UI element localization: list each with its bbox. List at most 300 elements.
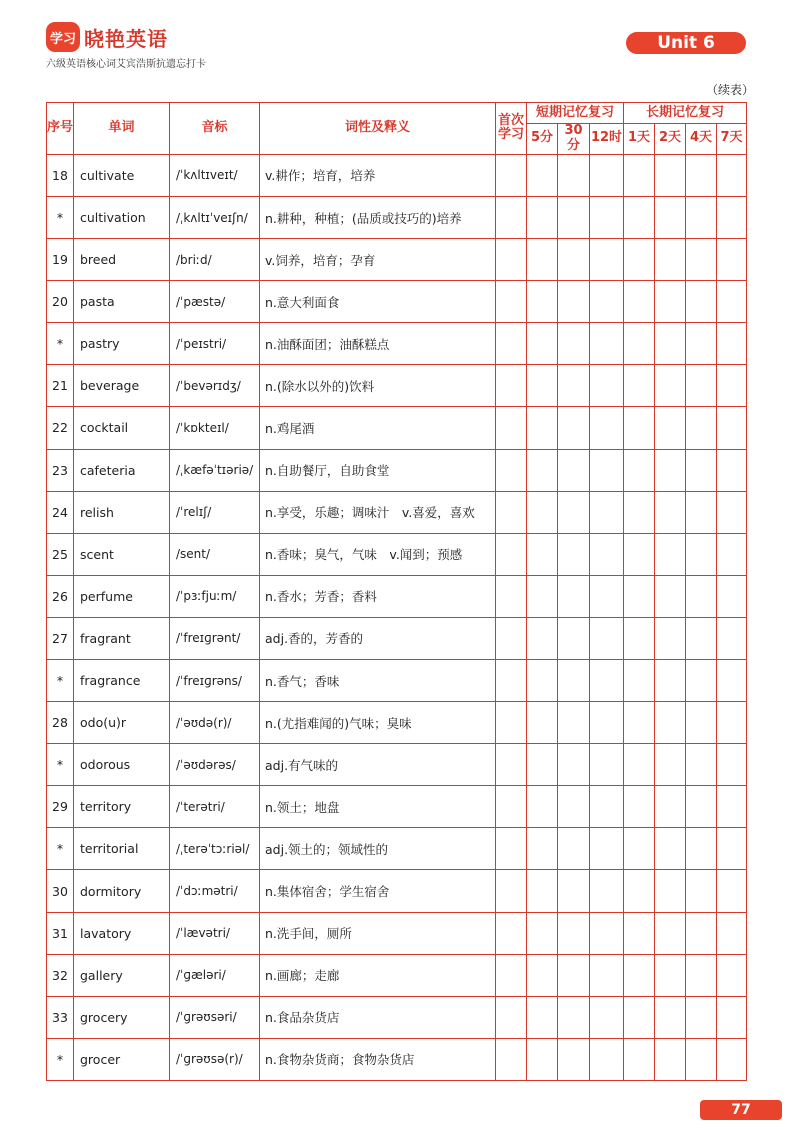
definition-cell: n.集体宿舍；学生宿舍 (260, 870, 496, 912)
word-cell: perfume (74, 575, 170, 617)
first-study-checkbox-cell[interactable] (496, 702, 527, 744)
review-checkbox-cell[interactable] (558, 702, 590, 744)
col-short-review-header: 短期记忆复习 (527, 103, 624, 124)
review-checkbox-cell[interactable] (624, 617, 655, 659)
review-checkbox-cell[interactable] (717, 281, 747, 323)
table-row (47, 617, 747, 659)
review-checkbox-cell[interactable] (527, 407, 558, 449)
first-study-checkbox-cell[interactable] (496, 744, 527, 786)
table-row (47, 786, 747, 828)
review-checkbox-cell[interactable] (655, 196, 686, 238)
review-checkbox-cell[interactable] (527, 786, 558, 828)
review-checkbox-cell[interactable] (686, 196, 717, 238)
review-checkbox-cell[interactable] (717, 196, 747, 238)
table-row (47, 870, 747, 912)
review-checkbox-cell[interactable] (558, 365, 590, 407)
review-checkbox-cell[interactable] (655, 281, 686, 323)
definition-cell: n.油酥面团；油酥糕点 (260, 323, 496, 365)
review-checkbox-cell[interactable] (558, 786, 590, 828)
table-row (47, 491, 747, 533)
brand-name: 晓艳英语 (84, 27, 168, 51)
table-row (47, 996, 747, 1038)
review-checkbox-cell[interactable] (558, 449, 590, 491)
review-checkbox-cell[interactable] (717, 154, 747, 196)
row-number: 25 (47, 533, 74, 575)
review-checkbox-cell[interactable] (590, 533, 624, 575)
definition-cell: n.自助餐厅，自助食堂 (260, 449, 496, 491)
definition-cell: adj.香的，芳香的 (260, 617, 496, 659)
review-checkbox-cell[interactable] (624, 1038, 655, 1080)
continued-label: （续表） (706, 83, 755, 97)
review-checkbox-cell[interactable] (655, 575, 686, 617)
table-row (47, 828, 747, 870)
review-checkbox-cell[interactable] (655, 1038, 686, 1080)
first-study-checkbox-cell[interactable] (496, 828, 527, 870)
review-checkbox-cell[interactable] (590, 365, 624, 407)
review-checkbox-cell[interactable] (655, 744, 686, 786)
phonetic-cell: /ˈbevərɪdʒ/ (170, 365, 260, 407)
review-checkbox-cell[interactable] (686, 744, 717, 786)
review-checkbox-cell[interactable] (527, 281, 558, 323)
definition-cell: n.(除水以外的)饮料 (260, 365, 496, 407)
phonetic-cell: /ˈdɔːmətri/ (170, 870, 260, 912)
word-cell: pasta (74, 281, 170, 323)
word-cell: territory (74, 786, 170, 828)
first-study-checkbox-cell[interactable] (496, 996, 527, 1038)
review-checkbox-cell[interactable] (717, 239, 747, 281)
row-number: 23 (47, 449, 74, 491)
row-number: * (47, 1038, 74, 1080)
word-cell: breed (74, 239, 170, 281)
review-checkbox-cell[interactable] (590, 491, 624, 533)
review-checkbox-cell[interactable] (558, 491, 590, 533)
review-checkbox-cell[interactable] (558, 996, 590, 1038)
review-checkbox-cell[interactable] (655, 786, 686, 828)
first-study-checkbox-cell[interactable] (496, 323, 527, 365)
definition-cell: v.饲养，培育；孕育 (260, 239, 496, 281)
row-number: * (47, 196, 74, 238)
col-definition-header: 词性及释义 (260, 103, 496, 155)
review-checkbox-cell[interactable] (527, 1038, 558, 1080)
first-study-checkbox-cell[interactable] (496, 1038, 527, 1080)
review-checkbox-cell[interactable] (590, 996, 624, 1038)
definition-cell: n.香水；芳香；香料 (260, 575, 496, 617)
review-checkbox-cell[interactable] (590, 575, 624, 617)
review-checkbox-cell[interactable] (686, 575, 717, 617)
review-checkbox-cell[interactable] (590, 449, 624, 491)
review-checkbox-cell[interactable] (558, 954, 590, 996)
review-checkbox-cell[interactable] (590, 870, 624, 912)
table-row (47, 323, 747, 365)
table-row (47, 239, 747, 281)
review-checkbox-cell[interactable] (527, 154, 558, 196)
row-number: * (47, 660, 74, 702)
first-study-checkbox-cell[interactable] (496, 491, 527, 533)
review-checkbox-cell[interactable] (717, 365, 747, 407)
review-checkbox-cell[interactable] (590, 912, 624, 954)
review-checkbox-cell[interactable] (590, 1038, 624, 1080)
review-checkbox-cell[interactable] (558, 196, 590, 238)
review-checkbox-cell[interactable] (686, 154, 717, 196)
review-checkbox-cell[interactable] (527, 239, 558, 281)
review-checkbox-cell[interactable] (527, 575, 558, 617)
review-checkbox-cell[interactable] (558, 828, 590, 870)
review-checkbox-cell[interactable] (527, 828, 558, 870)
review-checkbox-cell[interactable] (717, 828, 747, 870)
review-checkbox-cell[interactable] (590, 154, 624, 196)
review-checkbox-cell[interactable] (558, 239, 590, 281)
review-checkbox-cell[interactable] (624, 323, 655, 365)
review-checkbox-cell[interactable] (527, 996, 558, 1038)
review-checkbox-cell[interactable] (655, 533, 686, 575)
definition-cell: n.耕种，种植；(品质或技巧的)培养 (260, 196, 496, 238)
review-checkbox-cell[interactable] (655, 870, 686, 912)
word-cell: dormitory (74, 870, 170, 912)
review-checkbox-cell[interactable] (558, 575, 590, 617)
word-cell: odo(u)r (74, 702, 170, 744)
first-study-checkbox-cell[interactable] (496, 196, 527, 238)
row-number: 31 (47, 912, 74, 954)
review-checkbox-cell[interactable] (717, 1038, 747, 1080)
review-checkbox-cell[interactable] (590, 744, 624, 786)
review-checkbox-cell[interactable] (717, 912, 747, 954)
definition-cell: n.食物杂货商；食物杂货店 (260, 1038, 496, 1080)
col-no-header: 序号 (47, 103, 74, 155)
review-checkbox-cell[interactable] (717, 870, 747, 912)
review-checkbox-cell[interactable] (624, 828, 655, 870)
phonetic-cell: /ˌterəˈtɔːriəl/ (170, 828, 260, 870)
review-checkbox-cell[interactable] (624, 239, 655, 281)
table-row (47, 575, 747, 617)
row-number: 22 (47, 407, 74, 449)
definition-cell: n.洗手间，厕所 (260, 912, 496, 954)
interval-header: 1天 (624, 124, 655, 155)
first-study-checkbox-cell[interactable] (496, 407, 527, 449)
row-number: * (47, 828, 74, 870)
review-checkbox-cell[interactable] (624, 407, 655, 449)
word-cell: pastry (74, 323, 170, 365)
word-cell: cultivate (74, 154, 170, 196)
phonetic-cell: /ˈfreɪɡrənt/ (170, 617, 260, 659)
brand-logo: 学习 (46, 22, 80, 52)
row-number: 18 (47, 154, 74, 196)
review-checkbox-cell[interactable] (686, 407, 717, 449)
phonetic-cell: /sent/ (170, 533, 260, 575)
phonetic-cell: /ˌkæfəˈtɪəriə/ (170, 449, 260, 491)
review-checkbox-cell[interactable] (686, 870, 717, 912)
row-number: 24 (47, 491, 74, 533)
table-row (47, 912, 747, 954)
review-checkbox-cell[interactable] (717, 660, 747, 702)
word-cell: gallery (74, 954, 170, 996)
table-row (47, 407, 747, 449)
review-checkbox-cell[interactable] (655, 239, 686, 281)
interval-header: 30分 (558, 124, 590, 155)
col-long-review-header: 长期记忆复习 (624, 103, 747, 124)
row-number: * (47, 323, 74, 365)
review-checkbox-cell[interactable] (655, 407, 686, 449)
word-cell: relish (74, 491, 170, 533)
row-number: 20 (47, 281, 74, 323)
row-number: 29 (47, 786, 74, 828)
review-checkbox-cell[interactable] (717, 491, 747, 533)
review-checkbox-cell[interactable] (624, 954, 655, 996)
review-checkbox-cell[interactable] (558, 617, 590, 659)
review-checkbox-cell[interactable] (717, 786, 747, 828)
review-checkbox-cell[interactable] (527, 870, 558, 912)
review-checkbox-cell[interactable] (558, 323, 590, 365)
table-row (47, 702, 747, 744)
review-checkbox-cell[interactable] (686, 533, 717, 575)
review-checkbox-cell[interactable] (527, 617, 558, 659)
review-checkbox-cell[interactable] (590, 323, 624, 365)
col-first-study-header: 首次学习 (496, 103, 527, 155)
review-checkbox-cell[interactable] (686, 491, 717, 533)
review-checkbox-cell[interactable] (686, 365, 717, 407)
review-checkbox-cell[interactable] (590, 281, 624, 323)
review-checkbox-cell[interactable] (590, 954, 624, 996)
review-checkbox-cell[interactable] (624, 702, 655, 744)
phonetic-cell: /ˈɡæləri/ (170, 954, 260, 996)
review-checkbox-cell[interactable] (624, 281, 655, 323)
review-checkbox-cell[interactable] (717, 323, 747, 365)
review-checkbox-cell[interactable] (624, 575, 655, 617)
review-checkbox-cell[interactable] (686, 786, 717, 828)
review-checkbox-cell[interactable] (686, 281, 717, 323)
review-checkbox-cell[interactable] (590, 828, 624, 870)
table-row (47, 954, 747, 996)
review-checkbox-cell[interactable] (624, 533, 655, 575)
row-number: 26 (47, 575, 74, 617)
review-checkbox-cell[interactable] (655, 323, 686, 365)
review-checkbox-cell[interactable] (655, 660, 686, 702)
first-study-checkbox-cell[interactable] (496, 870, 527, 912)
review-checkbox-cell[interactable] (686, 323, 717, 365)
review-checkbox-cell[interactable] (527, 744, 558, 786)
review-checkbox-cell[interactable] (590, 239, 624, 281)
review-checkbox-cell[interactable] (527, 323, 558, 365)
review-checkbox-cell[interactable] (655, 365, 686, 407)
review-checkbox-cell[interactable] (590, 196, 624, 238)
review-checkbox-cell[interactable] (717, 407, 747, 449)
definition-cell: n.意大利面食 (260, 281, 496, 323)
vocab-table (46, 102, 747, 1081)
review-checkbox-cell[interactable] (686, 954, 717, 996)
review-checkbox-cell[interactable] (624, 365, 655, 407)
row-number: * (47, 744, 74, 786)
definition-cell: n.香味；臭气，气味 v.闻到；预感 (260, 533, 496, 575)
review-checkbox-cell[interactable] (655, 996, 686, 1038)
review-checkbox-cell[interactable] (686, 828, 717, 870)
review-checkbox-cell[interactable] (655, 491, 686, 533)
first-study-checkbox-cell[interactable] (496, 954, 527, 996)
review-checkbox-cell[interactable] (558, 407, 590, 449)
table-row (47, 196, 747, 238)
review-checkbox-cell[interactable] (686, 660, 717, 702)
review-checkbox-cell[interactable] (686, 449, 717, 491)
review-checkbox-cell[interactable] (624, 912, 655, 954)
review-checkbox-cell[interactable] (527, 196, 558, 238)
first-study-checkbox-cell[interactable] (496, 154, 527, 196)
word-cell: scent (74, 533, 170, 575)
first-study-checkbox-cell[interactable] (496, 281, 527, 323)
review-checkbox-cell[interactable] (590, 702, 624, 744)
phonetic-cell: /ˈfreɪɡrəns/ (170, 660, 260, 702)
review-checkbox-cell[interactable] (655, 828, 686, 870)
review-checkbox-cell[interactable] (590, 660, 624, 702)
word-cell: grocery (74, 996, 170, 1038)
review-checkbox-cell[interactable] (655, 154, 686, 196)
first-study-checkbox-cell[interactable] (496, 912, 527, 954)
review-checkbox-cell[interactable] (624, 449, 655, 491)
review-checkbox-cell[interactable] (558, 660, 590, 702)
definition-cell: adj.领土的；领域性的 (260, 828, 496, 870)
phonetic-cell: /ˈɡrəʊsəri/ (170, 996, 260, 1038)
review-checkbox-cell[interactable] (590, 786, 624, 828)
first-study-checkbox-cell[interactable] (496, 617, 527, 659)
definition-cell: n.享受，乐趣；调味汁 v.喜爱，喜欢 (260, 491, 496, 533)
review-checkbox-cell[interactable] (717, 996, 747, 1038)
definition-cell: adj.有气味的 (260, 744, 496, 786)
review-checkbox-cell[interactable] (527, 491, 558, 533)
phonetic-cell: /ˈpɜːfjuːm/ (170, 575, 260, 617)
interval-header: 2天 (655, 124, 686, 155)
review-checkbox-cell[interactable] (655, 912, 686, 954)
first-study-checkbox-cell[interactable] (496, 239, 527, 281)
phonetic-cell: /ˌkʌltɪˈveɪʃn/ (170, 196, 260, 238)
review-checkbox-cell[interactable] (717, 617, 747, 659)
word-cell: grocer (74, 1038, 170, 1080)
review-checkbox-cell[interactable] (624, 870, 655, 912)
word-cell: odorous (74, 744, 170, 786)
review-checkbox-cell[interactable] (527, 660, 558, 702)
review-checkbox-cell[interactable] (686, 239, 717, 281)
review-checkbox-cell[interactable] (624, 660, 655, 702)
review-checkbox-cell[interactable] (527, 702, 558, 744)
review-checkbox-cell[interactable] (527, 449, 558, 491)
table-row (47, 660, 747, 702)
review-checkbox-cell[interactable] (717, 533, 747, 575)
phonetic-cell: /ˈrelɪʃ/ (170, 491, 260, 533)
review-checkbox-cell[interactable] (686, 702, 717, 744)
review-checkbox-cell[interactable] (717, 954, 747, 996)
table-row (47, 154, 747, 196)
review-checkbox-cell[interactable] (527, 954, 558, 996)
table-row (47, 281, 747, 323)
first-study-checkbox-cell[interactable] (496, 660, 527, 702)
word-cell: fragrance (74, 660, 170, 702)
review-checkbox-cell[interactable] (527, 912, 558, 954)
definition-cell: n.鸡尾酒 (260, 407, 496, 449)
review-checkbox-cell[interactable] (590, 617, 624, 659)
review-checkbox-cell[interactable] (527, 533, 558, 575)
review-checkbox-cell[interactable] (624, 996, 655, 1038)
definition-cell: n.画廊；走廊 (260, 954, 496, 996)
review-checkbox-cell[interactable] (717, 449, 747, 491)
review-checkbox-cell[interactable] (655, 702, 686, 744)
word-cell: beverage (74, 365, 170, 407)
review-checkbox-cell[interactable] (655, 617, 686, 659)
review-checkbox-cell[interactable] (558, 533, 590, 575)
interval-header: 7天 (717, 124, 747, 155)
definition-cell: n.食品杂货店 (260, 996, 496, 1038)
review-checkbox-cell[interactable] (624, 786, 655, 828)
review-checkbox-cell[interactable] (558, 1038, 590, 1080)
phonetic-cell: /ˈpeɪstri/ (170, 323, 260, 365)
phonetic-cell: /ˈterətri/ (170, 786, 260, 828)
row-number: 33 (47, 996, 74, 1038)
phonetic-cell: /briːd/ (170, 239, 260, 281)
review-checkbox-cell[interactable] (558, 870, 590, 912)
table-row (47, 365, 747, 407)
tagline: 六级英语核心词艾宾浩斯抗遗忘打卡 (46, 59, 206, 70)
row-number: 30 (47, 870, 74, 912)
definition-cell: n.领土；地盘 (260, 786, 496, 828)
first-study-checkbox-cell[interactable] (496, 449, 527, 491)
review-checkbox-cell[interactable] (558, 744, 590, 786)
interval-header: 5分 (527, 124, 558, 155)
col-phonetic-header: 音标 (170, 103, 260, 155)
first-study-checkbox-cell[interactable] (496, 533, 527, 575)
unit-badge: Unit 6 (626, 32, 746, 54)
first-study-checkbox-cell[interactable] (496, 365, 527, 407)
phonetic-cell: /ˈlævətri/ (170, 912, 260, 954)
word-cell: fragrant (74, 617, 170, 659)
word-cell: cafeteria (74, 449, 170, 491)
row-number: 32 (47, 954, 74, 996)
word-cell: lavatory (74, 912, 170, 954)
review-checkbox-cell[interactable] (686, 912, 717, 954)
table-row (47, 744, 747, 786)
word-cell: cocktail (74, 407, 170, 449)
col-word-header: 单词 (74, 103, 170, 155)
review-checkbox-cell[interactable] (558, 281, 590, 323)
review-checkbox-cell[interactable] (624, 491, 655, 533)
review-checkbox-cell[interactable] (558, 912, 590, 954)
review-checkbox-cell[interactable] (624, 196, 655, 238)
phonetic-cell: /ˈɡrəʊsə(r)/ (170, 1038, 260, 1080)
review-checkbox-cell[interactable] (717, 575, 747, 617)
review-checkbox-cell[interactable] (624, 744, 655, 786)
word-cell: cultivation (74, 196, 170, 238)
phonetic-cell: /ˈəʊdərəs/ (170, 744, 260, 786)
table-row (47, 533, 747, 575)
review-checkbox-cell[interactable] (655, 954, 686, 996)
phonetic-cell: /ˈpæstə/ (170, 281, 260, 323)
definition-cell: v.耕作；培育，培养 (260, 154, 496, 196)
first-study-checkbox-cell[interactable] (496, 786, 527, 828)
review-checkbox-cell[interactable] (624, 154, 655, 196)
phonetic-cell: /ˈkʌltɪveɪt/ (170, 154, 260, 196)
row-number: 28 (47, 702, 74, 744)
review-checkbox-cell[interactable] (717, 744, 747, 786)
review-checkbox-cell[interactable] (686, 996, 717, 1038)
definition-cell: n.(尤指难闻的)气味；臭味 (260, 702, 496, 744)
review-checkbox-cell[interactable] (590, 407, 624, 449)
review-checkbox-cell[interactable] (655, 449, 686, 491)
review-checkbox-cell[interactable] (527, 365, 558, 407)
row-number: 27 (47, 617, 74, 659)
first-study-checkbox-cell[interactable] (496, 575, 527, 617)
review-checkbox-cell[interactable] (558, 154, 590, 196)
review-checkbox-cell[interactable] (717, 702, 747, 744)
review-checkbox-cell[interactable] (686, 617, 717, 659)
review-checkbox-cell[interactable] (686, 1038, 717, 1080)
phonetic-cell: /ˈkɒkteɪl/ (170, 407, 260, 449)
definition-cell: n.香气；香味 (260, 660, 496, 702)
table-row (47, 1038, 747, 1080)
word-cell: territorial (74, 828, 170, 870)
